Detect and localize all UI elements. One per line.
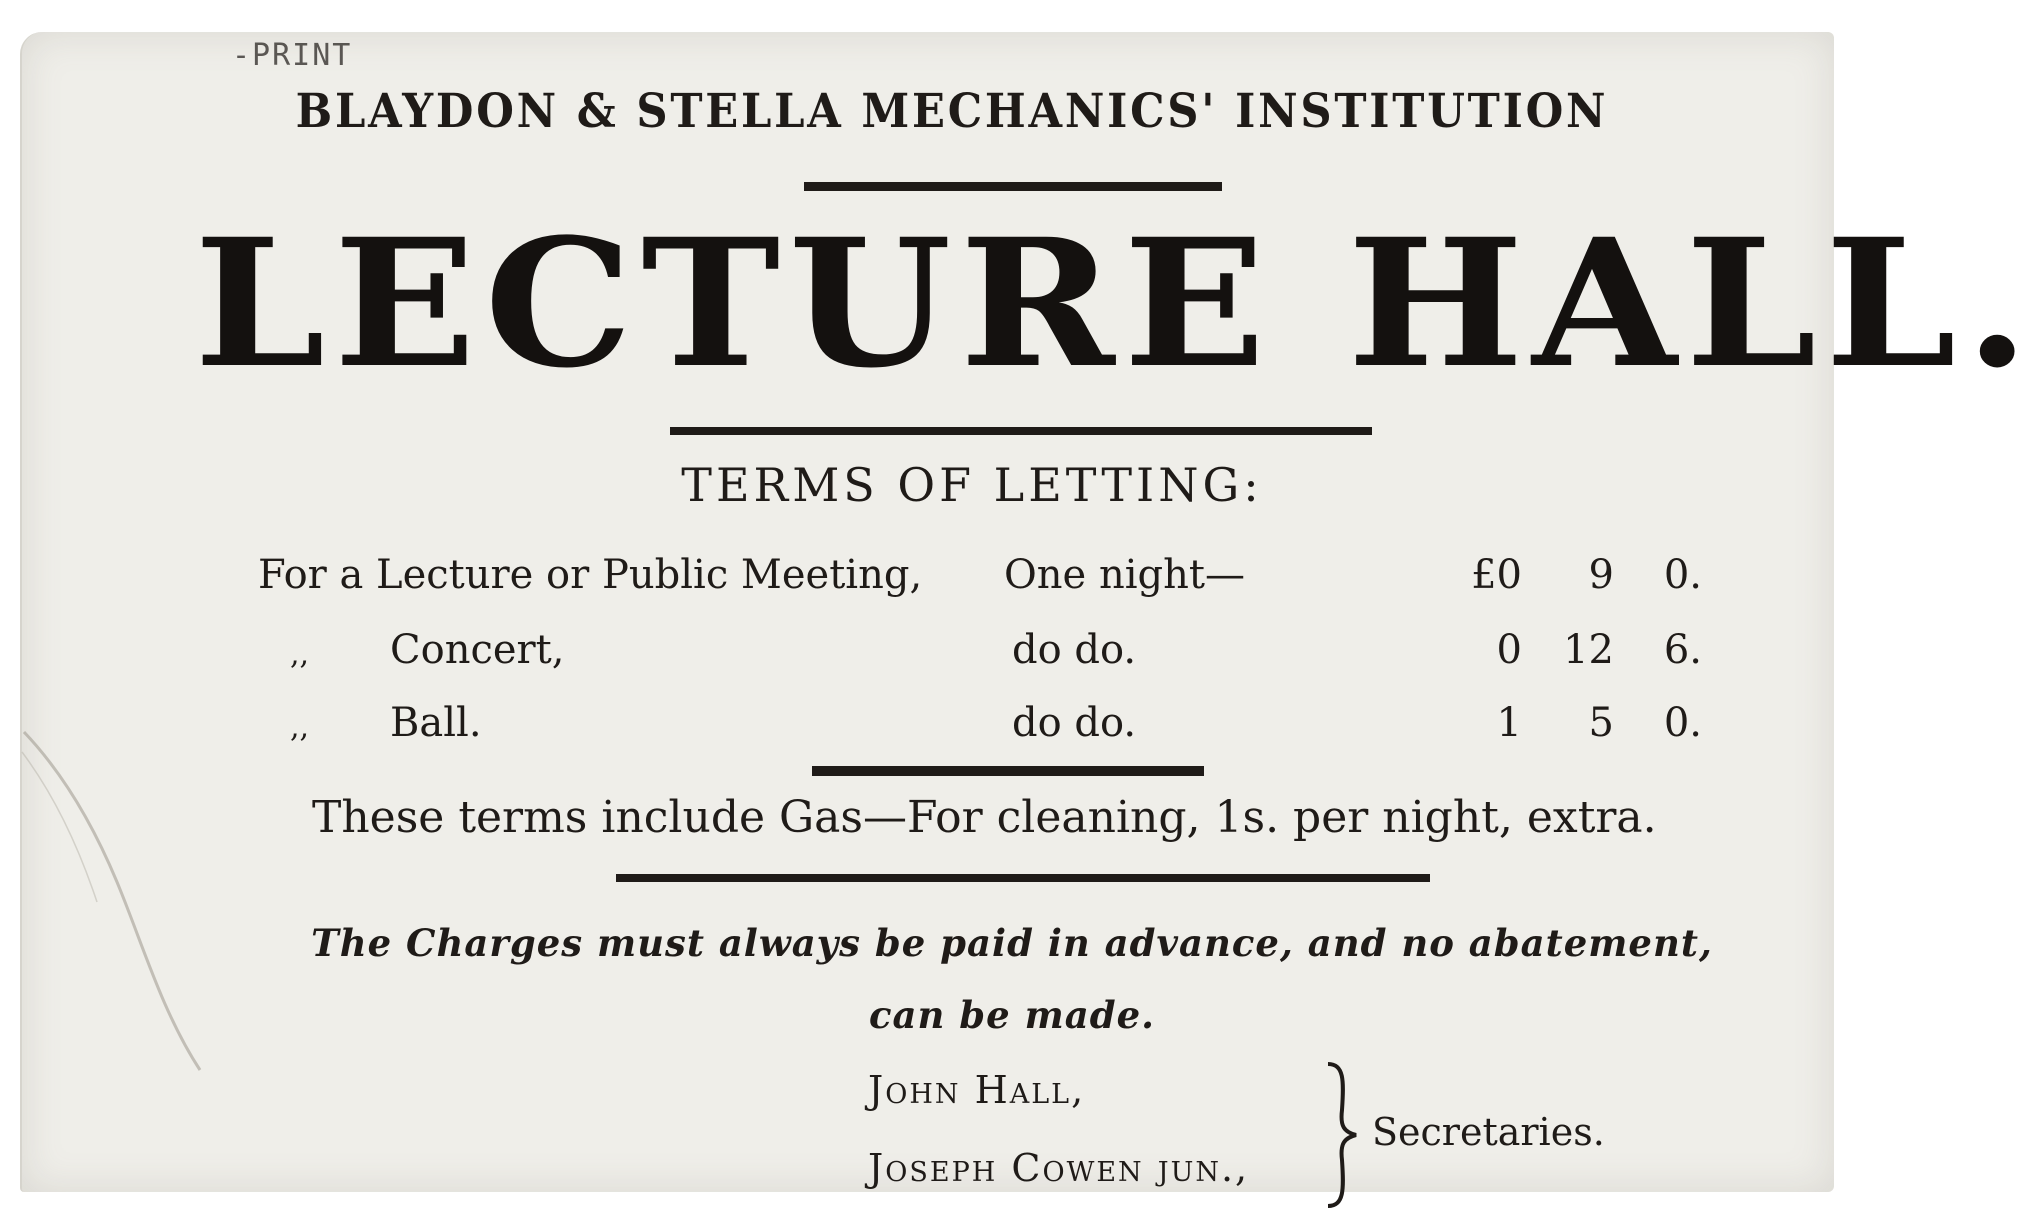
- terms-pounds: 1: [1496, 700, 1522, 746]
- terms-pence: 6.: [1663, 627, 1702, 673]
- payment-notice-line: The Charges must always be paid in advance, and no abatement,: [311, 921, 1713, 965]
- terms-event: For a Lecture or Public Meeting,: [258, 552, 923, 598]
- right-brace-icon: [1322, 1060, 1362, 1210]
- terms-heading: TERMS OF LETTING:: [681, 458, 1263, 512]
- terms-row-lecture: [22, 552, 1834, 612]
- divider-rule: [616, 874, 1430, 882]
- terms-event: Ball.: [390, 700, 482, 746]
- terms-event: Concert,: [390, 627, 565, 673]
- terms-duration: do do.: [1012, 627, 1137, 673]
- terms-row-concert: [22, 627, 1834, 687]
- terms-row-ball: [22, 700, 1834, 760]
- page-title: LECTURE HALL.: [194, 200, 2038, 407]
- ditto-mark: ,,: [290, 710, 310, 745]
- signatory-name: John Hall,: [868, 1068, 1086, 1112]
- divider-rule: [804, 182, 1222, 191]
- institution-name: BLAYDON & STELLA MECHANICS' INSTITUTION: [295, 84, 1609, 139]
- terms-pounds: 0: [1496, 627, 1522, 673]
- paper-crease-icon: [22, 732, 202, 1072]
- terms-inclusion-note: These terms include Gas—For cleaning, 1s. per night, extra.: [312, 792, 1657, 843]
- terms-shillings: 12: [1563, 627, 1614, 673]
- payment-notice: [302, 907, 1722, 1051]
- divider-rule: [812, 766, 1204, 776]
- stamp-mark: -PRINT: [232, 38, 353, 73]
- ditto-mark: ,,: [290, 637, 310, 672]
- terms-duration: do do.: [1012, 700, 1137, 746]
- terms-pence: 0.: [1663, 700, 1702, 746]
- payment-notice-line: can be made.: [869, 993, 1155, 1037]
- terms-shillings: 5: [1588, 700, 1614, 746]
- terms-pounds: £0: [1471, 552, 1522, 598]
- terms-pence: 0.: [1663, 552, 1702, 598]
- signatory-name: Joseph Cowen jun.,: [868, 1146, 1250, 1190]
- signatory-role: Secretaries.: [1372, 1110, 1605, 1154]
- handbill: [20, 32, 2038, 1192]
- terms-duration: One night—: [1004, 552, 1245, 598]
- terms-shillings: 9: [1588, 552, 1614, 598]
- divider-rule: [670, 427, 1372, 435]
